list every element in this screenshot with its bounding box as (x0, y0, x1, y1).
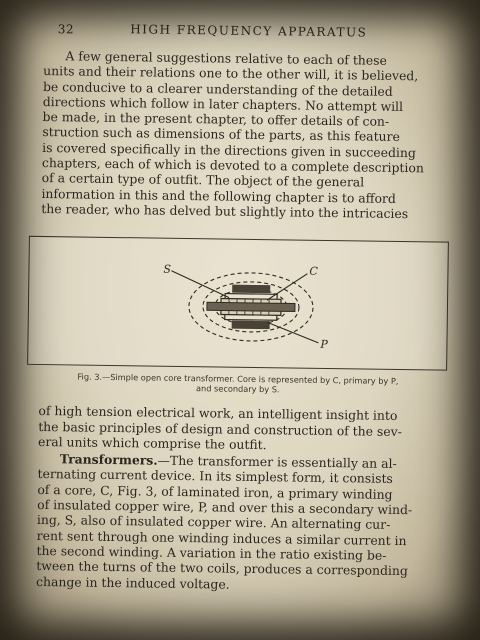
label-p: P (320, 338, 328, 352)
text-line: information in this and the following chapter is to afford (41, 185, 396, 206)
page-number: 32 (57, 22, 75, 37)
caption-line: Fig. 3.—Simple open core transformer. Core is represented by C, primary by P, (77, 371, 399, 387)
text-line: ternating current device. In its simplest form, it consists (37, 466, 393, 487)
transformer-illustration (28, 237, 448, 370)
text-line: eral units which comprise the outfit. (37, 433, 267, 453)
text-line: tween the turns of the two coils, produces a corresponding (36, 558, 408, 579)
paragraph-continuation (38, 403, 449, 455)
text-line: of a certain type of outfit. The object of the general (41, 170, 365, 190)
paragraph-transformers (36, 451, 448, 594)
text-line: of a core, C, Fig. 3, of laminated iron, a primary winding (37, 481, 393, 502)
section-run-in-heading: Transformers. (59, 451, 158, 468)
text-line: directions which follow in later chapters. No attempt will (42, 93, 404, 114)
text-line: change in the induced voltage. (36, 573, 230, 592)
text-line: A few general suggestions relative to each of these (65, 48, 387, 68)
book-page (36, 16, 454, 594)
text-line: rent sent through one winding induces a similar current in (36, 527, 407, 548)
running-head: HIGH FREQUENCY APPARATUS (130, 22, 368, 40)
text-line: struction such as dimensions of the parts, as this feature (42, 124, 400, 145)
text-line: of high tension electrical work, an intelligent insight into (38, 403, 398, 424)
text-line: the basic principles of design and construction of the sev- (38, 418, 402, 439)
figure-transformer-diagram (27, 236, 449, 371)
text-line: is covered specifically in the directions given in succeeding (42, 139, 416, 160)
text-line: chapters, each of which is devoted to a complete description (41, 155, 424, 176)
text-line: be made, in the present chapter, to offer details of con- (42, 109, 390, 130)
figure-caption (31, 371, 445, 397)
paragraph-intro (41, 48, 453, 222)
text-line: —The transformer is essentially an al- (157, 452, 397, 472)
text-line: ing, S, also of insulated copper wire. An alternating cur- (36, 512, 391, 533)
label-s: S (163, 262, 172, 277)
page-header (44, 16, 454, 42)
label-c: C (309, 264, 318, 279)
text-line: the reader, who has delved but slightly into the intricacies (41, 200, 409, 222)
text-line: of insulated copper wire, P, and over this a secondary wind- (37, 496, 413, 518)
text-line: units and their relations one to the other will, it is believed, (43, 63, 419, 84)
caption-line: and secondary by S. (195, 383, 280, 395)
text-line: the second winding. A variation in the ratio existing be- (36, 542, 387, 563)
iron-core (207, 303, 295, 312)
text-line: be conducive to a clearer understanding of the detailed (42, 78, 393, 99)
